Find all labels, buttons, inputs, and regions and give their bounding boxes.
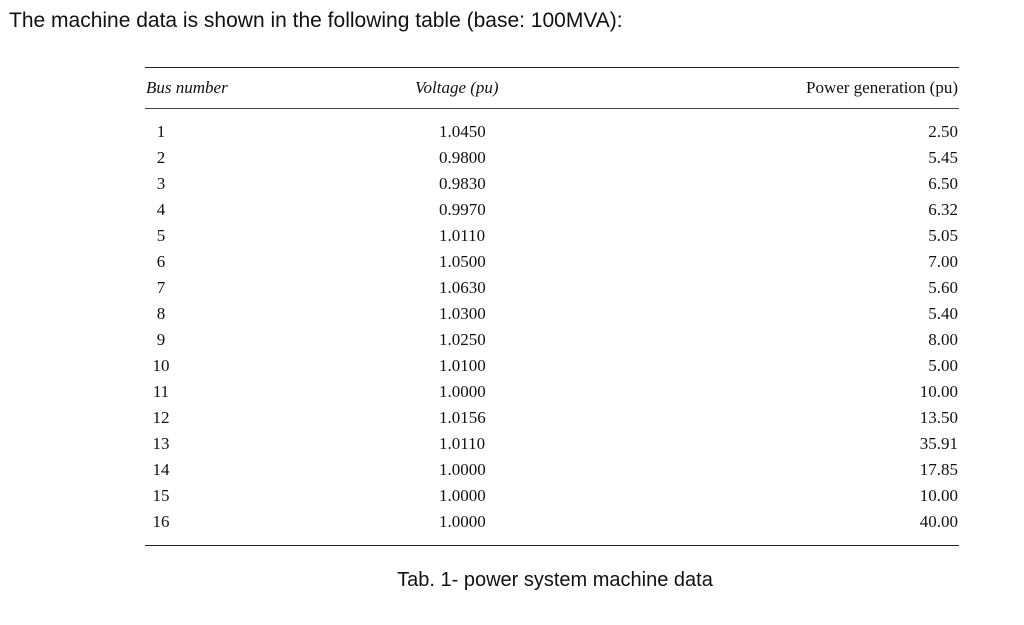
cell-bus: 6 [156, 252, 166, 271]
table-row [145, 353, 959, 379]
table-header [145, 68, 959, 108]
cell-bus: 8 [156, 304, 166, 323]
table-row [145, 431, 959, 457]
cell-voltage: 1.0500 [439, 252, 486, 271]
cell-voltage: 0.9970 [439, 200, 486, 219]
table-row [145, 509, 959, 535]
cell-power: 5.45 [928, 148, 958, 167]
cell-voltage: 1.0100 [439, 356, 486, 375]
table-row [145, 275, 959, 301]
cell-bus: 2 [156, 148, 166, 167]
cell-power: 5.60 [928, 278, 958, 297]
cell-bus: 3 [156, 174, 166, 193]
cell-power: 6.32 [928, 200, 958, 219]
cell-bus: 7 [156, 278, 166, 297]
table-body [145, 109, 959, 545]
cell-bus: 14 [152, 460, 170, 479]
table-row [145, 145, 959, 171]
cell-power: 5.05 [928, 226, 958, 245]
table-bottom-rule [145, 545, 959, 546]
cell-voltage: 1.0000 [439, 382, 486, 401]
table-row [145, 119, 959, 145]
cell-bus: 13 [152, 434, 170, 453]
cell-bus: 1 [156, 122, 166, 141]
cell-voltage: 1.0630 [439, 278, 486, 297]
cell-bus: 9 [156, 330, 166, 349]
cell-voltage: 1.0000 [439, 512, 486, 531]
intro-paragraph: The machine data is shown in the following table (base: 100MVA): [9, 9, 623, 32]
cell-power: 8.00 [928, 330, 958, 349]
table-caption: Tab. 1- power system machine data [397, 569, 713, 591]
cell-voltage: 0.9830 [439, 174, 486, 193]
cell-power: 5.40 [928, 304, 958, 323]
table-row [145, 249, 959, 275]
table-row [145, 223, 959, 249]
cell-bus: 15 [152, 486, 170, 505]
cell-bus: 10 [152, 356, 170, 375]
cell-voltage: 1.0450 [439, 122, 486, 141]
cell-power: 13.50 [919, 408, 958, 427]
table-row [145, 197, 959, 223]
header-bus-number: Bus number [146, 78, 228, 97]
cell-bus: 16 [152, 512, 170, 531]
table-row [145, 483, 959, 509]
table-row [145, 171, 959, 197]
table-row [145, 457, 959, 483]
cell-power: 10.00 [919, 486, 958, 505]
cell-power: 2.50 [928, 122, 958, 141]
cell-bus: 5 [156, 226, 166, 245]
table-row [145, 327, 959, 353]
cell-voltage: 1.0250 [439, 330, 486, 349]
cell-voltage: 1.0156 [439, 408, 486, 427]
cell-voltage: 1.0300 [439, 304, 486, 323]
cell-power: 10.00 [919, 382, 958, 401]
cell-power: 35.91 [919, 434, 958, 453]
cell-bus: 4 [156, 200, 166, 219]
cell-bus: 12 [152, 408, 170, 427]
table-row [145, 379, 959, 405]
cell-voltage: 1.0110 [439, 226, 486, 245]
table-row [145, 301, 959, 327]
cell-power: 7.00 [928, 252, 958, 271]
cell-voltage: 1.0000 [439, 460, 486, 479]
table-row [145, 405, 959, 431]
machine-data-table [145, 67, 959, 546]
cell-power: 6.50 [928, 174, 958, 193]
cell-voltage: 0.9800 [439, 148, 486, 167]
header-voltage: Voltage (pu) [415, 78, 499, 97]
cell-voltage: 1.0000 [439, 486, 486, 505]
cell-voltage: 1.0110 [439, 434, 486, 453]
cell-power: 5.00 [928, 356, 958, 375]
cell-power: 40.00 [919, 512, 958, 531]
header-power-generation: Power generation (pu) [805, 78, 958, 97]
cell-bus: 11 [152, 382, 170, 401]
cell-power: 17.85 [919, 460, 958, 479]
